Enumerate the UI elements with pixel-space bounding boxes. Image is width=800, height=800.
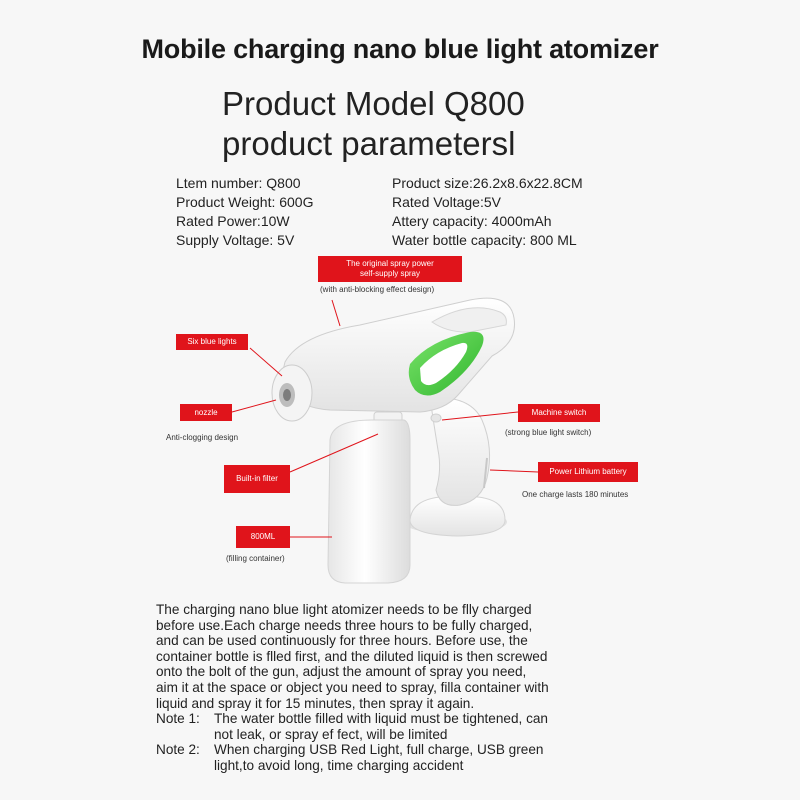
model-line-2: product parametersl — [222, 125, 516, 162]
desc-line: onto the bolt of the gun, adjust the amount of spray you need, — [156, 664, 527, 680]
lights-callout: Six blue lights — [176, 334, 248, 350]
desc-line: liquid and spray it for 15 minutes, then spray it again. — [156, 695, 475, 711]
spray-label-2: self-supply spray — [359, 269, 421, 278]
nozzle-callout: nozzle — [180, 404, 232, 421]
desc-line: before use.Each charge needs three hours to be fully charged, — [156, 617, 533, 633]
param-rated-power: Rated Power:10W — [176, 213, 290, 229]
desc-line: and can be used continuously for three hours. Before use, the — [156, 633, 528, 649]
param-supply-voltage: Supply Voltage: 5V — [176, 232, 295, 248]
desc-line: container bottle is flled first, and the diluted liquid is then screwed — [156, 648, 548, 664]
param-bottle-capacity: Water bottle capacity: 800 ML — [392, 232, 577, 248]
note-2-line-2: light,to avoid long, time charging accident — [214, 757, 464, 773]
switch-caption: (strong blue light switch) — [505, 428, 592, 437]
bottle-caption: (filling container) — [226, 554, 285, 563]
param-rated-voltage: Rated Voltage:5V — [392, 194, 501, 210]
handle — [430, 398, 490, 506]
nozzle-caption: Anti-clogging design — [166, 433, 239, 442]
usage-description — [156, 602, 656, 774]
model-line-1: Product Model Q800 — [222, 85, 525, 122]
note-1 — [156, 711, 656, 742]
param-battery-capacity: Attery capacity: 4000mAh — [392, 213, 552, 229]
bottle — [328, 420, 410, 583]
desc-line: The charging nano blue light atomizer needs to be flly charged — [156, 602, 532, 617]
page-title: Mobile charging nano blue light atomizer — [141, 34, 659, 64]
note-1-line-1: The water bottle filled with liquid must be tightened, can — [214, 711, 548, 727]
param-item-number: Ltem number: Q800 — [176, 175, 301, 191]
filter-callout: Built-in filter — [224, 465, 290, 493]
note-1-line-2: not leak, or spray ef fect, will be limited — [214, 726, 448, 742]
switch-callout: Machine switch — [518, 404, 600, 422]
note-2 — [156, 742, 656, 773]
spray-callout — [318, 256, 462, 282]
note-1-label: Note 1: — [156, 711, 200, 727]
desc-line: aim it at the space or object you need to spray, filla container with — [156, 679, 549, 695]
battery-caption: One charge lasts 180 minutes — [522, 490, 629, 499]
spray-label-1: The original spray power — [346, 259, 434, 268]
note-2-label: Note 2: — [156, 742, 200, 758]
battery-callout: Power Lithium battery — [538, 462, 638, 482]
note-2-line-1: When charging USB Red Light, full charge, USB green — [214, 742, 544, 758]
param-product-size: Product size:26.2x8.6x22.8CM — [392, 175, 583, 191]
bottle-callout: 800ML — [236, 526, 290, 548]
spray-caption: (with anti-blocking effect design) — [320, 285, 435, 294]
switch — [431, 414, 441, 422]
param-product-weight: Product Weight: 600G — [176, 194, 314, 210]
